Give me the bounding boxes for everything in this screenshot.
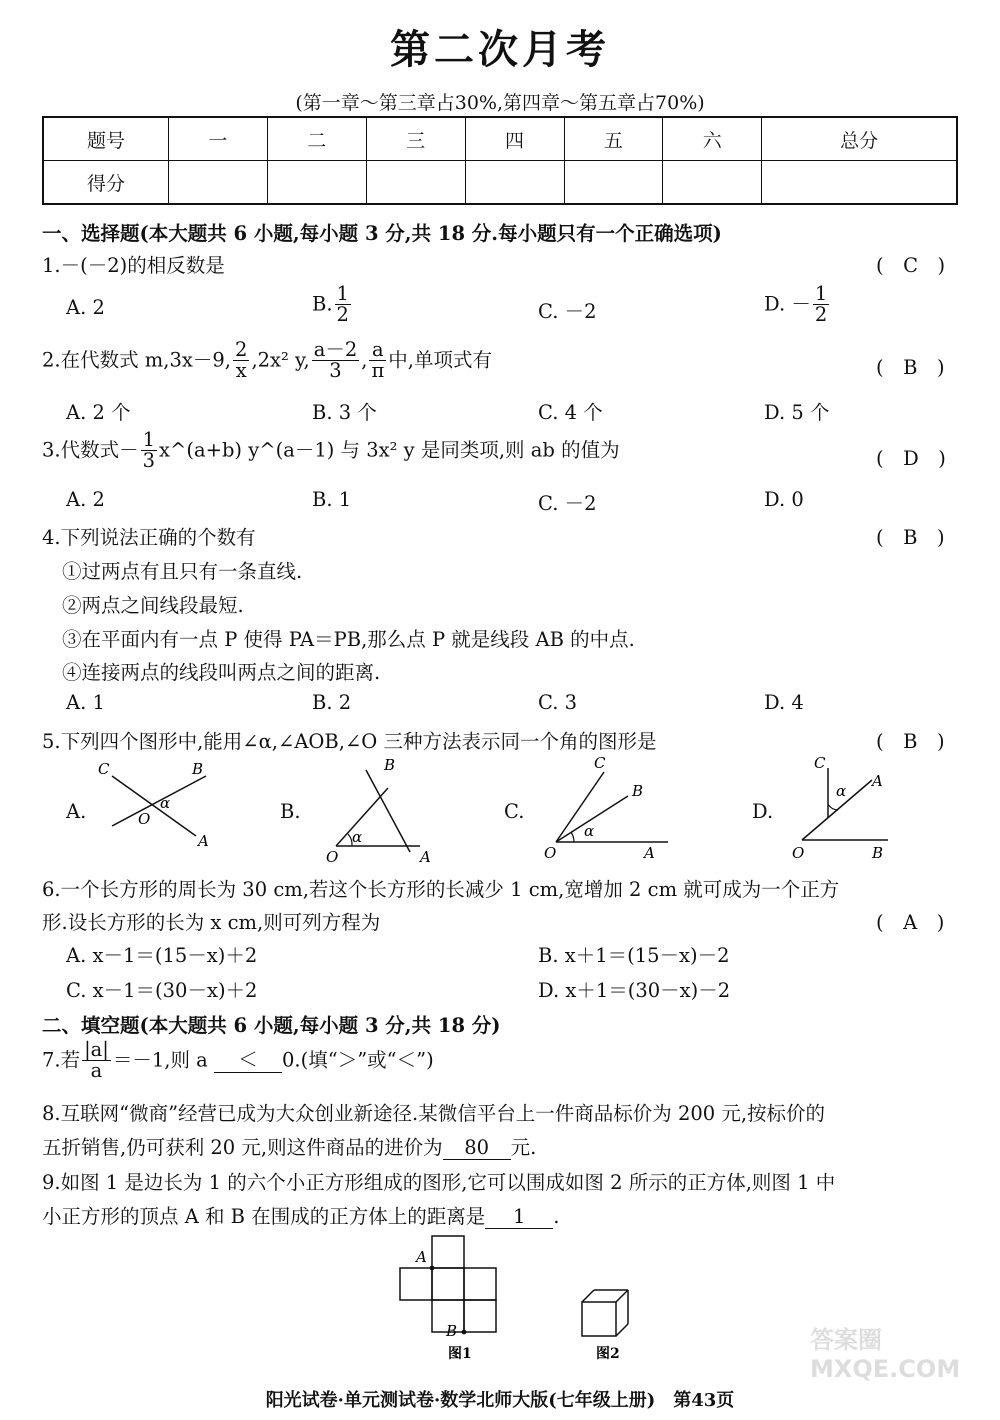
- score-header-cell: 一: [169, 117, 268, 161]
- score-cell[interactable]: [762, 161, 957, 205]
- frac-num: a: [369, 340, 386, 361]
- q6-option-c: C. x－1＝(30－x)＋2: [66, 979, 258, 1002]
- q4-statement-1: ①过两点有且只有一条直线.: [62, 560, 303, 583]
- q1-option-b-label: B.: [312, 292, 333, 316]
- q1-option-b: [312, 284, 353, 326]
- frac-den: 3: [142, 449, 156, 473]
- q7-fill-blank[interactable]: ＜: [214, 1044, 282, 1073]
- q5-option-a: A.: [66, 800, 87, 823]
- label-b: B: [192, 760, 204, 778]
- q6-option-b: B. x＋1＝(15－x)－2: [538, 944, 730, 967]
- label-o: O: [792, 844, 805, 862]
- q5-figure-b: [326, 756, 431, 866]
- q4-option-b: B. 2: [312, 691, 352, 714]
- section2-heading: 二、填空题(本大题共 6 小题,每小题 3 分,共 18 分): [42, 1014, 501, 1037]
- figure-1-caption: 图1: [448, 1346, 472, 1362]
- q1-b-fraction: [335, 284, 351, 326]
- q2-fraction-3: [369, 340, 386, 382]
- figure-2-caption: 图2: [596, 1346, 620, 1362]
- q9-figure-2-cube: [582, 1290, 628, 1336]
- score-header-cell: 三: [366, 117, 465, 161]
- frac-num: 1: [814, 282, 828, 305]
- q1-option-a: A. 2: [66, 296, 105, 319]
- label-a: A: [872, 772, 883, 790]
- q5-stem: 5.下列四个图形中,能用∠α,∠AOB,∠O 三种方法表示同一个角的图形是: [42, 730, 657, 753]
- q7-mid: ＝－1,则 a: [112, 1048, 208, 1072]
- q7-pre: 7.若: [42, 1048, 81, 1072]
- q5-figures: [0, 750, 1000, 870]
- q9-pre: 小正方形的顶点 A 和 B 在围成的正方体上的距离是: [42, 1205, 486, 1228]
- q4-option-d: D. 4: [764, 691, 804, 714]
- q5-option-d: D.: [752, 800, 774, 823]
- watermark: [810, 1320, 1000, 1383]
- q2-fraction-1: [233, 340, 249, 382]
- frac-den: π: [371, 359, 385, 383]
- q3-option-d: D. 0: [764, 488, 804, 511]
- label-a: A: [416, 1248, 427, 1266]
- q7-post: 0.(填“＞”或“＜”): [282, 1048, 434, 1072]
- score-cell[interactable]: [169, 161, 268, 205]
- frac-den: 2: [336, 303, 349, 327]
- label-c: C: [98, 760, 110, 778]
- score-cell[interactable]: [366, 161, 465, 205]
- q6-option-d: D. x＋1＝(30－x)－2: [538, 979, 731, 1002]
- q3-option-b: B. 1: [312, 488, 352, 511]
- label-a: A: [420, 848, 431, 866]
- q2-post: 中,单项式有: [388, 348, 492, 372]
- score-table-score-row: [43, 161, 957, 205]
- score-header-cell: 总分: [762, 117, 957, 161]
- q4-statement-4: ④连接两点的线段叫两点之间的距离.: [62, 661, 381, 684]
- label-alpha: α: [584, 822, 595, 840]
- q2-pre: 2.在代数式 m,3x－9,: [42, 348, 232, 372]
- q8-fill-blank[interactable]: 80: [443, 1136, 511, 1160]
- q1-option-d-label: D. －: [764, 292, 811, 316]
- score-header-cell: 五: [564, 117, 663, 161]
- q8-pre: 五折销售,仍可获利 20 元,则这件商品的进价为: [42, 1136, 443, 1159]
- q2-mid1: ,2x² y,: [251, 348, 310, 372]
- q3-option-c: C. －2: [538, 492, 597, 515]
- frac-den: a: [90, 1059, 103, 1083]
- frac-num: a－2: [313, 338, 358, 361]
- score-cell[interactable]: [465, 161, 564, 205]
- q3-option-a: A. 2: [66, 488, 105, 511]
- label-b: B: [872, 844, 884, 862]
- q8-line-2: [42, 1132, 536, 1160]
- page-footer: 阳光试卷·单元测试卷·数学北师大版(七年级上册) 第43页: [265, 1390, 735, 1411]
- q2-fraction-2: [312, 340, 360, 382]
- label-b: B: [632, 782, 644, 800]
- label-alpha: α: [836, 782, 847, 800]
- q5-figure-c: [544, 754, 668, 862]
- q2-answer: ( B ): [876, 356, 945, 379]
- q6-option-a: A. x－1＝(15－x)＋2: [66, 944, 258, 967]
- q7-fraction: [82, 1040, 111, 1082]
- q6-answer: ( A ): [876, 911, 945, 934]
- q4-statement-2: ②两点之间线段最短.: [62, 594, 244, 617]
- label-o: O: [138, 810, 151, 828]
- section1-heading: 一、选择题(本大题共 6 小题,每小题 3 分,共 18 分.每小题只有一个正确选项): [42, 222, 722, 245]
- frac-num: 1: [336, 282, 349, 305]
- q9-line-1: 9.如图 1 是边长为 1 的六个小正方形组成的图形,它可以围成如图 2 所示的正方体,则图 1 中: [42, 1171, 836, 1194]
- q5-option-c: C.: [504, 800, 525, 823]
- q2-option-a: A. 2 个: [66, 401, 131, 424]
- score-table: [42, 116, 958, 205]
- q5-figure-d: [792, 754, 888, 862]
- label-a: A: [198, 832, 209, 850]
- label-b: B: [384, 756, 396, 774]
- q4-answer: ( B ): [876, 526, 945, 549]
- score-cell[interactable]: [267, 161, 366, 205]
- q1-stem: 1.－(－2)的相反数是: [42, 254, 225, 277]
- q8-line-1: 8.互联网“微商”经营已成为大众创业新途径.某微信平台上一件商品标价为 200 元,按标价的: [42, 1102, 826, 1125]
- score-header-cell: 六: [663, 117, 762, 161]
- q3-mid: x^(a+b) y^(a－1) 与 3x² y 是同类项,则 ab 的值为: [159, 438, 620, 462]
- label-c: C: [814, 754, 826, 772]
- q2-mid2: ,: [361, 348, 368, 372]
- label-b: B: [446, 1322, 458, 1340]
- frac-num: 2: [235, 338, 248, 361]
- q3-answer: ( D ): [876, 447, 946, 470]
- label-alpha: α: [352, 828, 363, 846]
- q8-post: 元.: [510, 1136, 537, 1159]
- label-alpha: α: [160, 794, 171, 812]
- label-o: O: [544, 844, 557, 862]
- q1-answer: ( C ): [876, 254, 946, 277]
- frac-num: |a|: [84, 1038, 109, 1061]
- q5-figure-a: [98, 760, 209, 850]
- q2-stem: [42, 340, 492, 382]
- q4-option-a: A. 1: [66, 691, 105, 714]
- q9-fill-blank[interactable]: 1: [485, 1205, 553, 1229]
- score-cell[interactable]: [564, 161, 663, 205]
- q2-option-b: B. 3 个: [312, 401, 377, 424]
- label-a: A: [644, 844, 655, 862]
- frac-num: 1: [142, 428, 156, 451]
- score-header-cell: 四: [465, 117, 564, 161]
- q3-stem: [42, 430, 620, 472]
- q5-option-b: B.: [280, 800, 301, 823]
- q3-pre: 3.代数式－: [42, 438, 139, 462]
- frac-den: x: [235, 359, 247, 383]
- q4-option-c: C. 3: [538, 691, 578, 714]
- watermark-text: 答案圈 MXQE.COM: [810, 1326, 961, 1383]
- page-subtitle: (第一章～第三章占30%,第四章～第五章占70%): [295, 92, 705, 114]
- q7-line: [42, 1040, 434, 1082]
- q4-stem: 4.下列说法正确的个数有: [42, 526, 256, 549]
- page-title: 第二次月考: [390, 26, 610, 73]
- q9-line-2: [42, 1201, 559, 1229]
- q4-statement-3: ③在平面内有一点 P 使得 PA＝PB,那么点 P 就是线段 AB 的中点.: [62, 628, 635, 651]
- score-header-cell: 二: [267, 117, 366, 161]
- frac-den: 3: [329, 359, 342, 383]
- q9-post: .: [553, 1205, 560, 1228]
- score-row-label: 得分: [43, 161, 169, 205]
- q9-figure-1-net: [400, 1236, 496, 1332]
- frac-den: 2: [814, 303, 828, 327]
- q6-line-2: 形.设长方形的长为 x cm,则可列方程为: [42, 911, 381, 934]
- q2-option-c: C. 4 个: [538, 401, 603, 424]
- q1-option-c: C. －2: [538, 300, 597, 323]
- q6-line-1: 6.一个长方形的周长为 30 cm,若这个长方形的长减少 1 cm,宽增加 2 cm 就可成为一个正方: [42, 878, 840, 901]
- score-header-cell: 题号: [43, 117, 169, 161]
- q2-option-d: D. 5 个: [764, 401, 830, 424]
- q1-d-fraction: [813, 284, 829, 326]
- q3-fraction: [141, 430, 157, 472]
- label-o: O: [326, 848, 339, 866]
- score-table-header-row: [43, 117, 957, 161]
- score-cell[interactable]: [663, 161, 762, 205]
- label-c: C: [594, 754, 606, 772]
- q5-answer: ( B ): [876, 730, 945, 753]
- q1-option-d: [764, 284, 831, 326]
